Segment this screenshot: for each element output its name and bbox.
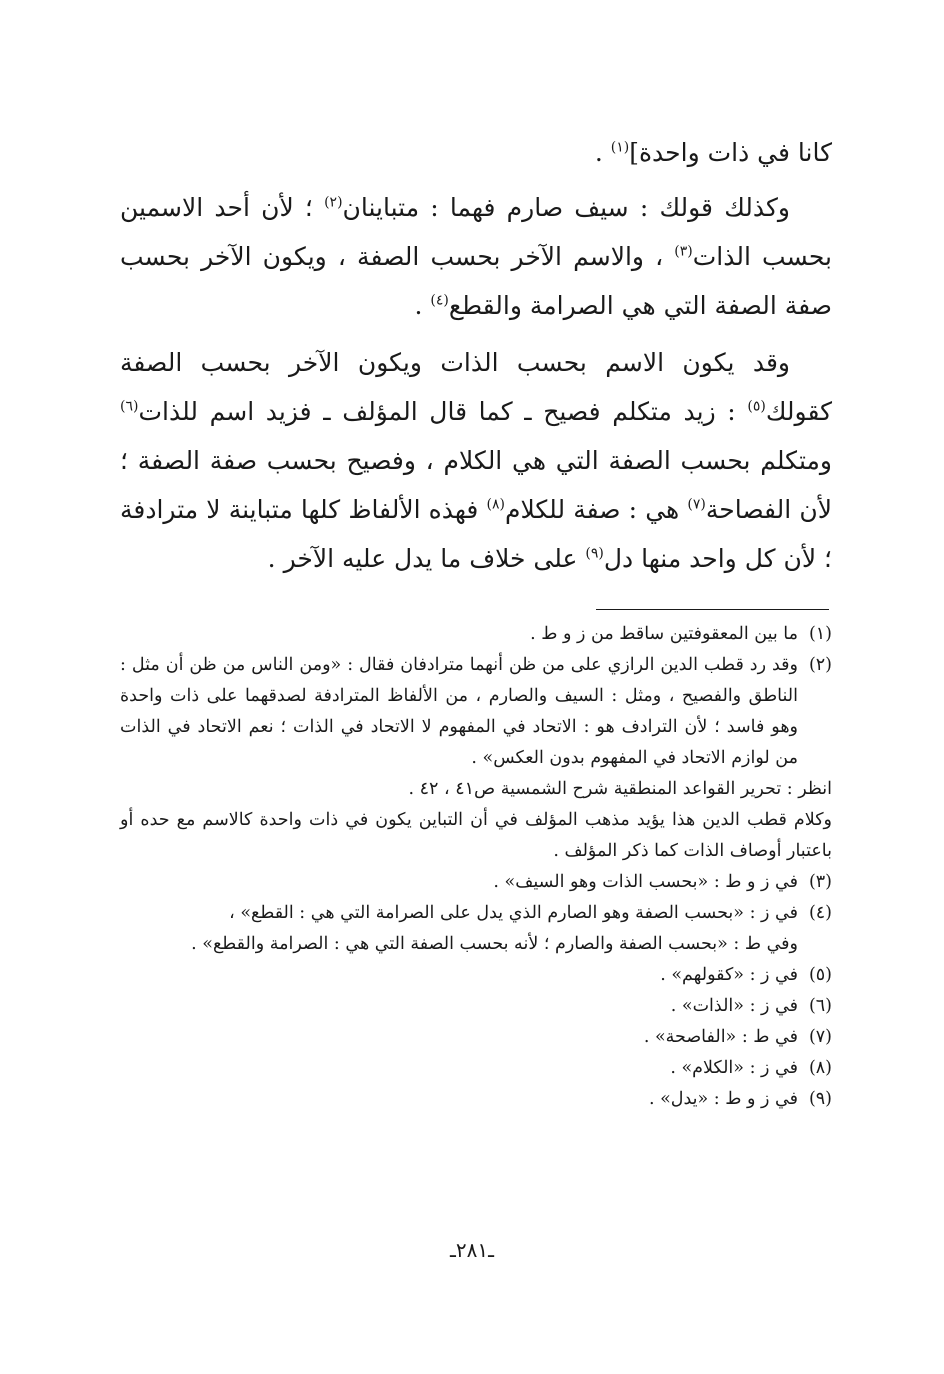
footnote-text: في ز : «بحسب الصفة وهو الصارم الذي يدل على الصرامة التي هي : القطع» ، (229, 903, 798, 923)
footnote-ref-5: (٥) (747, 398, 766, 415)
footnote-ref-4: (٤) (430, 292, 449, 309)
footnote-number: (١) (808, 624, 832, 644)
footnote (120, 1084, 832, 1115)
footnote (120, 619, 832, 650)
footnote-text: في ط : «الفاصحة» . (643, 1027, 798, 1047)
footnote-text: في ز : «الذات» . (670, 996, 798, 1016)
paragraph-3-text: : زيد متكلم فصيح ـ كما قال المؤلف ـ فزيد اسم للذات (138, 397, 748, 426)
footnote-text: في ز و ط : «بحسب الذات وهو السيف» . (493, 872, 798, 892)
paragraph-3-text: ومتكلم بحسب الصفة التي هي الكلام ، وفصيح بحسب صفة الصفة ؛ لأن الفصاحة (120, 446, 832, 524)
footnote-number: (٥) (808, 965, 832, 985)
paragraph-1 (120, 128, 832, 177)
footnote (120, 960, 832, 991)
footnote (120, 991, 832, 1022)
footnote-number: (٣) (808, 872, 832, 892)
main-text (120, 128, 832, 591)
footnote-text: وكلام قطب الدين هذا يؤيد مذهب المؤلف في أن التباين يكون في ذات واحدة كالاسم مع حده أو باعتبار أوصاف الذات كما ذكر المؤلف . (120, 810, 832, 861)
footnote-number: (٧) (808, 1027, 832, 1047)
paragraph-3 (120, 338, 832, 583)
paragraph-2 (120, 183, 832, 330)
footnote-text: انظر : تحرير القواعد المنطقية شرح الشمسية ص٤١ ، ٤٢ . (408, 779, 832, 799)
footnote-text: وقد رد قطب الدين الرازي على من ظن أنهما مترادفان فقال : «ومن الناس من ظن أن مثل : الناطق والفصيح ، ومثل : السيف والصارم ، من الألفاظ المترادفة لصدقهما على ذات واحدة وهو فاسد ؛ لأن الترادف هو : الاتحاد في المفهوم لا الاتحاد في الذات ؛ نعم الاتحاد في الذات من لوازم الاتحاد في المفهوم بدون العكس» . (120, 655, 798, 768)
paragraph-1-text: كانا في ذات واحدة] (629, 138, 832, 167)
footnote-ref-9: (٩) (585, 545, 604, 562)
footnote-number: (٤) (808, 903, 832, 923)
footnote-separator (596, 609, 829, 610)
footnote-number: (٨) (808, 1058, 832, 1078)
paragraph-2-text: ، والاسم الآخر بحسب الصفة ، ويكون الآخر بحسب صفة الصفة التي هي الصرامة والقطع (120, 242, 832, 320)
footnote-text: في ز : «الكلام» . (670, 1058, 798, 1078)
footnote (120, 1053, 832, 1084)
footnote-ref-2: (٢) (324, 194, 343, 211)
footnote-number: (٢) (808, 655, 832, 675)
paragraph-1-tail: . (594, 138, 611, 167)
footnote-ref-7: (٧) (687, 496, 706, 513)
paragraph-3-text: فهذه الألفاظ كلها متباينة لا مترادفة ؛ لأن كل واحد منها دل (120, 495, 832, 573)
page-number: ـ٢٨١ـ (450, 1238, 494, 1262)
footnote-number: (٩) (808, 1089, 832, 1109)
footnote-ref-6: (٦) (120, 398, 139, 415)
footnote-ref-1: (١) (610, 139, 630, 156)
paragraph-2-text: . (414, 291, 431, 320)
footnote-text: وفي ط : «بحسب الصفة والصارم ؛ لأنه بحسب الصفة التي هي : الصرامة والقطع» . (191, 934, 798, 954)
footnote (120, 1022, 832, 1053)
footnote-text: في ز و ط : «يدل» . (648, 1089, 798, 1109)
footnote-number: (٦) (808, 996, 832, 1016)
footnote-ref-3: (٣) (674, 243, 693, 260)
footnote (120, 898, 832, 960)
footnote-ref-8: (٨) (486, 496, 505, 513)
paragraph-3-text: هي : صفة للكلام (504, 495, 688, 524)
footnote (120, 867, 832, 898)
paragraph-3-text: على خلاف ما يدل عليه الآخر . (267, 544, 586, 573)
paragraph-2-text: وكذلك قولك : سيف صارم فهما : متباينان (342, 193, 790, 222)
footnote (120, 650, 832, 867)
footnote-text: ما بين المعقوفتين ساقط من ز و ط . (530, 624, 798, 644)
footnote-text: في ز : «كقولهم» . (660, 965, 798, 985)
paragraph-2-text: ؛ لأن أحد الاسمين بحسب الذات (120, 193, 832, 271)
footnotes (120, 619, 832, 1115)
paragraph-3-text: وقد يكون الاسم بحسب الذات ويكون الآخر بحسب الصفة كقولك (120, 348, 832, 426)
